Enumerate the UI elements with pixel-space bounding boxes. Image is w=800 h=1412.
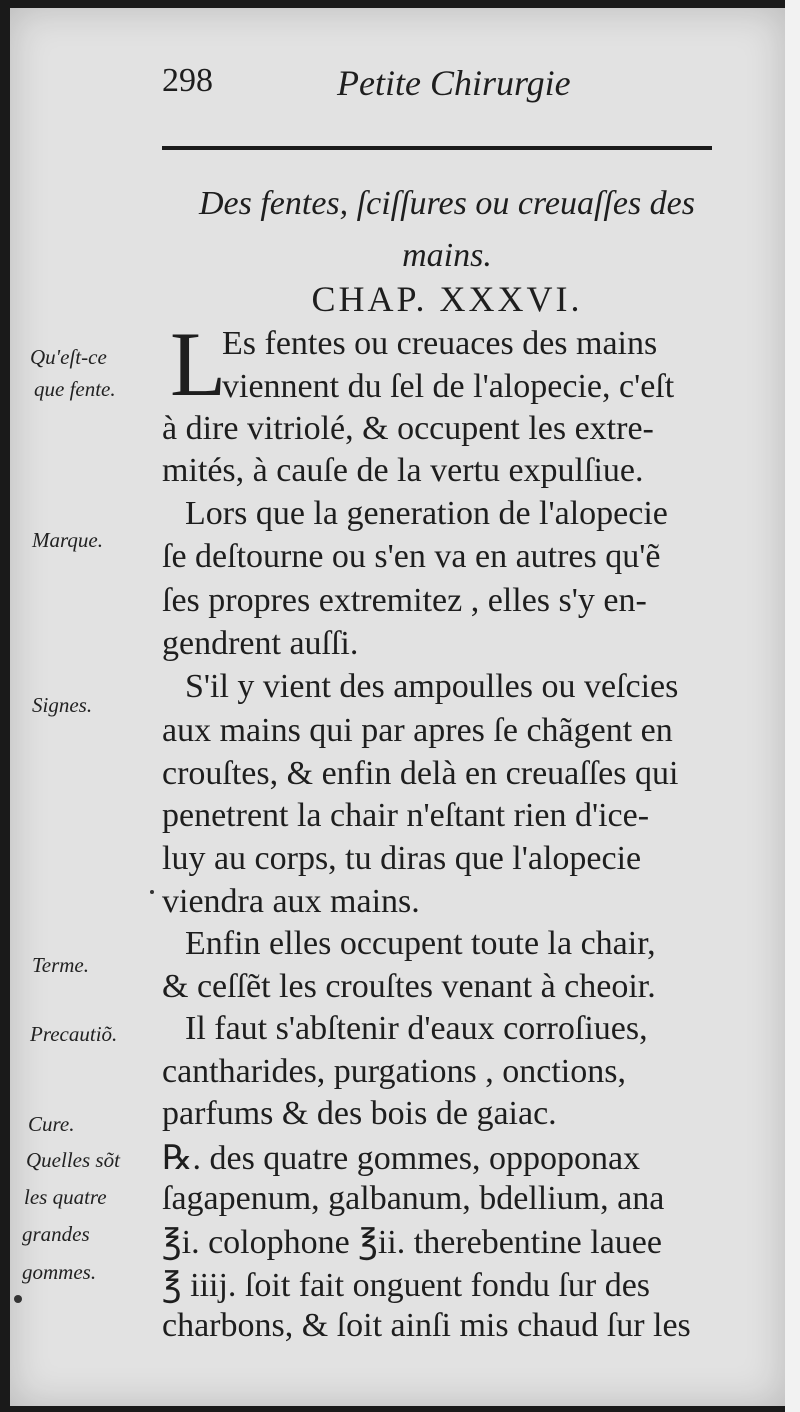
margin-note: Cure. <box>28 1112 75 1136</box>
text-line: à dire vitriolé, & occupent les extre- <box>162 410 654 447</box>
margin-note: gommes. <box>22 1260 97 1284</box>
chapter-title-line: mains. <box>402 237 492 274</box>
margin-note: Qu'eſt-ce <box>30 345 107 369</box>
text-line: ℞. des quatre gommes, oppoponax <box>162 1140 641 1177</box>
text-line: luy au corps, tu diras que l'alopecie <box>162 840 642 877</box>
text-line: mités, à cauſe de la vertu expulſiue. <box>162 452 644 489</box>
text-line: ℥ iiij. ſoit fait onguent fondu ſur des <box>162 1267 651 1304</box>
margin-note: Precautiõ. <box>30 1022 118 1046</box>
running-title: Petite Chirurgie <box>337 63 571 103</box>
text-line: ſes propres extremitez , elles s'y en- <box>162 582 647 619</box>
text-line: aux mains qui par apres ſe chãgent en <box>162 712 673 749</box>
text-line: viendra aux mains. <box>162 883 420 920</box>
text-line: ſagapenum, galbanum, bdellium, ana <box>162 1180 665 1217</box>
page-header <box>162 62 722 114</box>
text-line: gendrent auſſi. <box>162 625 359 662</box>
text-line: Es fentes ou creuaces des mains <box>222 325 658 362</box>
page-edge <box>785 0 800 1412</box>
chapter-number: CHAP. XXXVI. <box>311 279 583 319</box>
text-line: S'il y vient des ampoulles ou veſcies <box>185 668 679 705</box>
text-line: charbons, & ſoit ainſi mis chaud ſur les <box>162 1307 691 1344</box>
text-line: Lors que la generation de l'alopecie <box>185 495 668 532</box>
text-line: Enfin elles occupent toute la chair, <box>185 925 656 962</box>
chapter-title <box>162 178 732 282</box>
margin-note: Quelles sõt <box>26 1148 120 1172</box>
text-line: ſe deſtourne ou s'en va en autres qu'ẽ <box>162 538 661 575</box>
text-line: ℥i. colophone ℥ii. therebentine lauee <box>162 1224 662 1261</box>
text-line: parfums & des bois de gaiac. <box>162 1095 557 1132</box>
drop-capital: L <box>170 313 227 415</box>
page-number: 298 <box>162 62 213 99</box>
text-line: cantharides, purgations , onctions, <box>162 1053 626 1090</box>
text-line: crouſtes, & enfin delà en creuaſſes qui <box>162 755 679 792</box>
chapter-title-line: Des fentes, ſciſſures ou creuaſſes des <box>198 185 696 222</box>
margin-note: que fente. <box>34 377 116 401</box>
margin-note: Terme. <box>32 953 89 977</box>
ink-speck <box>150 890 154 894</box>
margin-note: grandes <box>22 1222 90 1246</box>
text-line: Il faut s'abſtenir d'eaux corroſiues, <box>185 1010 648 1047</box>
header-rule <box>162 146 712 150</box>
margin-note: Signes. <box>32 693 93 717</box>
text-line: viennent du ſel de l'alopecie, c'eſt <box>222 368 675 405</box>
ink-speck <box>14 1295 22 1303</box>
text-line: & ceſſẽt les crouſtes venant à cheoir. <box>162 968 656 1005</box>
margin-note: Marque. <box>32 528 103 552</box>
margin-note: les quatre <box>24 1185 107 1209</box>
text-line: penetrent la chair n'eſtant rien d'ice- <box>162 797 650 834</box>
